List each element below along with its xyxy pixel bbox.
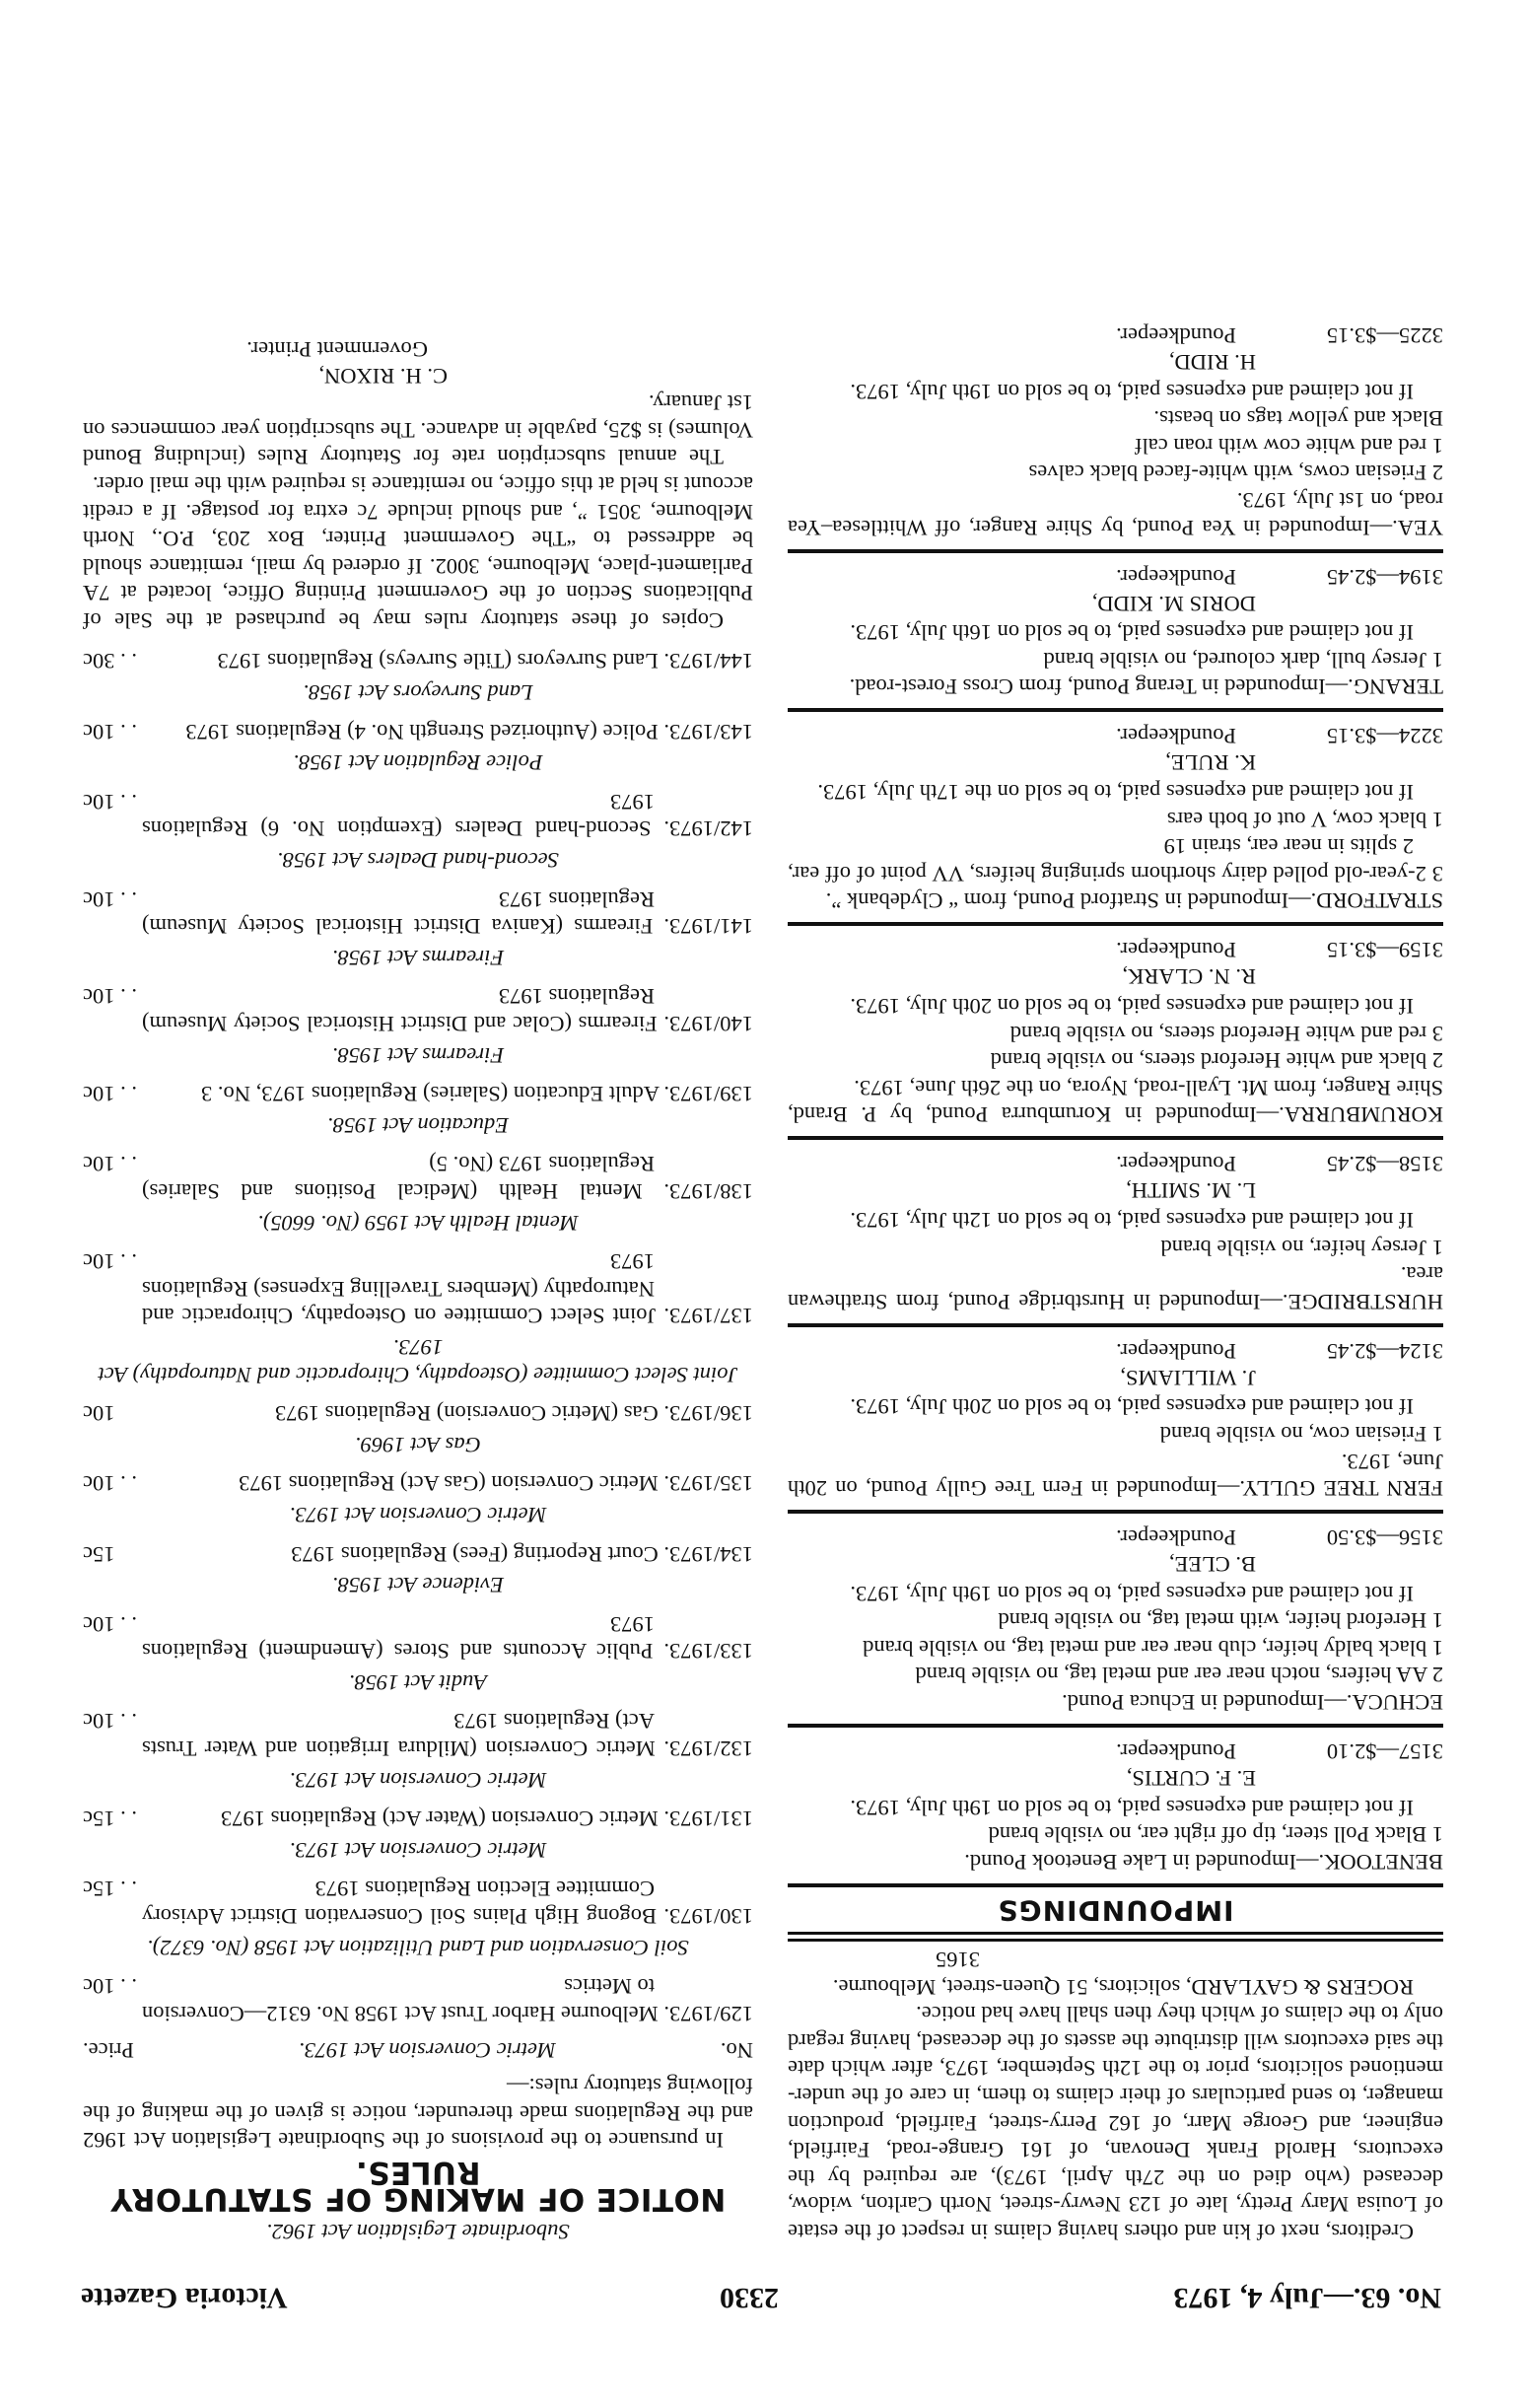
rule-title: Joint Select Committee on Osteopathy, Chiropractic and Naturopathy (Members Travelling Expenses) Regulations 1973 <box>142 1249 657 1329</box>
impounding-entry <box>788 549 1443 701</box>
sale-notice: If not claimed and expenses paid, to be sold on 20th July, 1973. <box>850 1394 1414 1420</box>
rule-price: . . 10c <box>83 1249 137 1275</box>
rule-line <box>83 1610 753 1664</box>
rule-line <box>83 718 753 745</box>
column-act: Metric Conversion Act 1973. <box>298 2038 556 2064</box>
poundkeeper-name: L. M. SMITH, <box>1126 1178 1256 1204</box>
rule-line <box>83 1151 753 1205</box>
poundkeeper-role: Poundkeeper. <box>1116 1739 1236 1765</box>
enabling-act: Evidence Act 1958. <box>332 1573 504 1598</box>
impounding-heading: HURSTBRIDGE.—Impounded in Hurstbridge Pound, from Strathewan area. <box>788 1262 1443 1314</box>
enabling-act: Gas Act 1969. <box>355 1432 481 1457</box>
rule-number: 141/1973. <box>663 914 753 940</box>
divider <box>788 1323 1443 1327</box>
impounding-entry <box>788 708 1443 914</box>
rule-line <box>83 788 753 842</box>
enabling-act: Firearms Act 1958. <box>331 945 505 970</box>
rule-number: 134/1973. <box>663 1541 753 1567</box>
signatory-role: Government Printer. <box>246 336 428 362</box>
rule-line <box>83 1470 753 1498</box>
act-heading: Subordinate Legislation Act 1962. <box>266 2220 570 2244</box>
statutory-rule-entry <box>83 1081 753 1139</box>
rule-price: 15c <box>83 1541 115 1567</box>
poundkeeper-name: K. RULE, <box>1165 750 1256 776</box>
signature-block <box>83 332 753 390</box>
column-price: Price. <box>83 2038 134 2064</box>
rule-line <box>83 1400 753 1428</box>
enabling-act: Second-hand Dealers Act 1958. <box>277 848 559 874</box>
solicitors-ref: 3165 <box>936 1948 980 1973</box>
rule-price: . . 10c <box>83 1152 137 1177</box>
rule-title: Metric Conversion (Mildura Irrigation and Water Trusts Act) Regulations 1973 <box>141 1709 656 1762</box>
rule-number: 139/1973. <box>663 1082 753 1107</box>
poundkeeper-name: J. WILLIAMS, <box>1120 1365 1256 1390</box>
divider <box>788 1136 1443 1140</box>
statutory-rule-entry <box>83 983 753 1069</box>
impounded-animal: 2 Friesian cows, with white-faced black calves <box>1028 460 1443 486</box>
statutory-rule-entry <box>83 1876 753 1961</box>
rule-title: Public Accounts and Stores (Amendment) Regulations 1973 <box>142 1611 655 1664</box>
notice-reference: 3224—$3.15 <box>1326 724 1443 749</box>
notice-reference: 3225—$3.15 <box>1326 323 1443 349</box>
rule-price: 10c <box>83 1401 115 1427</box>
rule-number: 144/1973. <box>663 649 753 674</box>
rule-line <box>83 1540 753 1568</box>
rule-number: 138/1973. <box>663 1179 753 1204</box>
impounded-animal: 2 AA heifers, notch near ear and metal tag, no visible brand <box>915 1663 1443 1688</box>
left-column <box>788 321 1443 2245</box>
creditors-notice: Creditors, next of kin and others having claims in respect of the estate of Louisa Mary Pretty, late of 123 Newry-street, North Carlton, widow, deceased (who died on the 27th April, 1973), are required by the executors, Harold Frank Denovan, of 161 Grange-road, Fairfield, engineer, and George Marr, of 162 Perry-street, Fairfield, production manager, to send particulars of their claims to them, in care of the under-mentioned solicitors, prior to the 12th September, 1973, after which date the said executors will distribute the assets of the deceased, having regard only to the claims of which they then shall have had notice. <box>788 2002 1443 2244</box>
rule-line <box>83 648 753 675</box>
impounded-animal: 1 Hereford heifer, with metal tag, no visible brand <box>998 1608 1443 1634</box>
rule-line <box>83 1708 753 1762</box>
divider <box>788 1883 1443 1887</box>
rule-line <box>83 1806 753 1833</box>
enabling-act: Firearms Act 1958. <box>331 1042 505 1068</box>
poundkeeper-signature <box>788 1150 1443 1204</box>
page-number: 2330 <box>720 2282 779 2314</box>
poundkeeper-name: H. RIDD, <box>1168 350 1256 376</box>
divider <box>788 549 1443 553</box>
impounded-animal: 1 Friesian cow, no visible brand <box>1159 1421 1443 1447</box>
rule-number: 142/1973. <box>663 816 753 842</box>
statutory-rule-entry <box>83 1400 753 1458</box>
impoundings-list <box>788 321 1443 1876</box>
issue-date: No. 63.—July 4, 1973 <box>1173 2282 1441 2314</box>
sale-notice: If not claimed and expenses paid, to be sold on 19th July, 1973. <box>850 1581 1414 1606</box>
rule-price: . . 10c <box>83 1471 137 1497</box>
rule-line <box>83 1973 753 2027</box>
rule-price: . . 10c <box>83 1974 137 2000</box>
impounding-entry <box>788 1510 1443 1716</box>
divider <box>788 1939 1443 1942</box>
impounding-heading: STRATFORD.—Impounded in Stratford Pound, from “ Clydebank ”. <box>825 888 1443 914</box>
rule-price: . . 10c <box>83 789 137 814</box>
poundkeeper-role: Poundkeeper. <box>1116 323 1236 349</box>
poundkeeper-signature <box>788 321 1443 376</box>
impounding-entry <box>788 922 1443 1128</box>
poundkeeper-role: Poundkeeper. <box>1116 938 1236 963</box>
rule-number: 130/1973. <box>663 1904 753 1930</box>
rule-number: 133/1973. <box>663 1639 753 1664</box>
rule-title: Firearms (Colac and District Historical Society Museum) Regulations 1973 <box>141 984 658 1037</box>
rule-title: Bogong High Plains Soil Conservation District Advisory Committee Election Regulations 1973 <box>142 1877 657 1930</box>
rules-list <box>83 648 753 2027</box>
statutory-rule-entry <box>83 1973 753 2027</box>
rule-number: 132/1973. <box>663 1736 753 1762</box>
impounding-entry <box>788 1323 1443 1502</box>
statutory-rule-entry <box>83 788 753 874</box>
divider <box>788 1724 1443 1728</box>
page-header <box>81 2275 1441 2314</box>
poundkeeper-name: E. F. CURTIS, <box>1126 1766 1256 1792</box>
divider <box>788 1510 1443 1514</box>
rule-line <box>83 1876 753 1930</box>
statutory-rule-entry <box>83 885 753 971</box>
rule-line <box>83 983 753 1037</box>
rule-price: . . 15c <box>83 1877 137 1902</box>
enabling-act: Police Regulation Act 1958. <box>293 750 543 776</box>
notice-reference: 3124—$2.45 <box>1326 1338 1443 1364</box>
statutory-rule-entry <box>83 1248 753 1388</box>
enabling-act: Metric Conversion Act 1973. <box>289 1502 547 1527</box>
rule-number: 129/1973. <box>663 2001 753 2026</box>
notice-reference: 3157—$2.10 <box>1326 1739 1443 1765</box>
poundkeeper-signature <box>788 1337 1443 1391</box>
rule-price: . . 10c <box>83 1709 137 1735</box>
rule-price: . . 30c <box>83 649 137 674</box>
notice-reference: 3158—$2.45 <box>1326 1152 1443 1177</box>
impounded-animal: 1 Black Poll steer, tip off right ear, no visible brand <box>988 1822 1443 1848</box>
statutory-rule-entry <box>83 648 753 706</box>
statutory-rule-entry <box>83 718 753 776</box>
enabling-act: Joint Select Committee (Osteopathy, Chiropractic and Naturopathy) Act 1973. <box>98 1334 738 1387</box>
rule-price: . . 15c <box>83 1806 137 1832</box>
rule-price: . . 10c <box>83 1611 137 1637</box>
rule-number: 136/1973. <box>663 1401 753 1427</box>
impounded-animal: 1 red and white cow with roan calf <box>1134 433 1443 459</box>
rule-title: Gas (Metric Conversion) Regulations 1973 <box>275 1401 659 1427</box>
sale-notice: If not claimed and expenses paid, to be sold on 20th July, 1973. <box>850 994 1414 1019</box>
right-column <box>83 332 753 2245</box>
enabling-act: Metric Conversion Act 1973. <box>289 1837 547 1863</box>
impounding-heading: TERANG.—Impounded in Terang Pound, from Cross Forest-road. <box>849 674 1443 700</box>
poundkeeper-name: DORIS M. KIDD, <box>1091 591 1256 616</box>
rule-number: 131/1973. <box>663 1806 753 1832</box>
poundkeeper-signature <box>788 936 1443 990</box>
sale-notice: If not claimed and expenses paid, to be sold on 19th July, 1973. <box>850 379 1414 404</box>
rule-title: Court Reporting (Fees) Regulations 1973 <box>291 1541 659 1567</box>
copies-notice: Copies of these statutory rules may be purchased at the Sale of Publications Section of the Government Printing Office, located at 7A Parliament-place, Melbourne, 3002. If ordered by mail, remittance should be addressed to “The Government Printer, Box 203, P.O., North Melbourne, 3051 ”, and should include 7c extra for postage. If a credit account is held at this office, no remittance is required with the mail order. <box>83 471 753 633</box>
notice-reference: 3159—$3.15 <box>1326 938 1443 963</box>
sale-notice: If not claimed and expenses paid, to be sold on the 17th July, 1973. <box>817 780 1414 806</box>
divider <box>788 708 1443 712</box>
rule-title: Police (Authorized Strength No. 4) Regulations 1973 <box>185 719 659 744</box>
enabling-act: Land Surveyors Act 1958. <box>303 680 533 706</box>
rule-number: 140/1973. <box>663 1012 753 1037</box>
poundkeeper-role: Poundkeeper. <box>1116 564 1236 590</box>
poundkeeper-signature <box>788 1737 1443 1792</box>
enabling-act: Mental Health Act 1959 (No. 6605). <box>257 1210 579 1236</box>
poundkeeper-role: Poundkeeper. <box>1116 724 1236 749</box>
divider <box>788 922 1443 926</box>
impoundings-title: IMPOUNDINGS <box>997 1894 1234 1928</box>
impounded-animal: Black and yellow tags on beasts. <box>1153 406 1443 432</box>
column-no: No. <box>720 2038 753 2064</box>
rule-number: 135/1973. <box>663 1471 753 1497</box>
enabling-act: Metric Conversion Act 1973. <box>289 1767 547 1793</box>
impounding-entry <box>788 1724 1443 1876</box>
impounding-heading: FERN TREE GULLY.—Impounded in Fern Tree Gully Pound, on 20th June, 1973. <box>788 1449 1443 1502</box>
poundkeeper-role: Poundkeeper. <box>1116 1338 1236 1364</box>
impounded-animal: 1 Jersey bull, dark coloured, no visible brand <box>1043 647 1443 673</box>
sale-notice: If not claimed and expenses paid, to be sold on 12th July, 1973. <box>850 1207 1414 1233</box>
rule-title: Firearms (Kaniva District Historical Society Museum) Regulations 1973 <box>142 886 655 940</box>
rule-price: . . 10c <box>83 984 137 1010</box>
enabling-act: Soil Conservation and Land Utilization Act 1958 (No. 6372). <box>147 1935 689 1960</box>
statutory-rule-entry <box>83 1151 753 1237</box>
impounding-entry <box>788 1136 1443 1314</box>
rule-line <box>83 885 753 940</box>
impounding-heading: BENETOOK.—Impounded in Lake Benetook Pound. <box>964 1849 1443 1875</box>
impounded-animal: 1 black cow, V out of both ears <box>1166 807 1443 832</box>
enabling-act: Education Act 1958. <box>327 1112 509 1138</box>
rule-number: 137/1973. <box>663 1304 753 1329</box>
impounded-animal: 3 red and white Hereford steers, no visible brand <box>1009 1021 1443 1046</box>
poundkeeper-signature <box>788 563 1443 617</box>
rule-title: Metric Conversion (Gas Act) Regulations 1973 <box>239 1471 659 1497</box>
rule-title: Metric Conversion (Water Act) Regulations 1973 <box>221 1806 659 1832</box>
notice-intro: In pursuance to the provisions of the Subordinate Legislation Act 1962 and the Regulations made thereunder, notice is given of the making of the following statutory rules:— <box>83 2074 753 2154</box>
poundkeeper-name: B. CLEE, <box>1168 1552 1256 1578</box>
statutory-rule-entry <box>83 1708 753 1794</box>
impounded-animal: 3 2-year-old polled dairy shorthorn springing heifers, VV point of off ear, 2 splits in near ear, strain 19 <box>788 834 1443 886</box>
statutory-rule-entry <box>83 1470 753 1528</box>
impounding-heading: KORUMBURRA.—Impounded in Korumburra Pound, by P. Brand, Shire Ranger, from Mt. Lyall-road, Nyora, on the 26th June, 1973. <box>788 1075 1443 1128</box>
statutory-rule-entry <box>83 1806 753 1864</box>
rule-title: Second-hand Dealers (Exemption No. 6) Regulations 1973 <box>142 789 655 842</box>
rule-line <box>83 1081 753 1108</box>
subscription-notice: The annual subscription rate for Statutory Rules (including Bound Volumes) is $25, payable in advance. The subscription year commences on 1st January. <box>83 390 753 470</box>
poundkeeper-signature <box>788 1523 1443 1578</box>
impounded-animal: 1 Jersey heifer, no visible brand <box>1160 1235 1443 1260</box>
sale-notice: If not claimed and expenses paid, to be sold on 19th July, 1973. <box>850 1795 1414 1820</box>
rule-title: Adult Education (Salaries) Regulations 1973, No. 3 <box>201 1082 660 1107</box>
notice-reference: 3194—$2.45 <box>1326 564 1443 590</box>
rule-title: Land Surveyors (Title Surveys) Regulations 1973 <box>217 649 659 674</box>
statutory-rule-entry <box>83 1540 753 1598</box>
rule-price: . . 10c <box>83 886 137 912</box>
impounded-animal: 2 black and white Hereford steers, no visible brand <box>990 1048 1443 1074</box>
impounding-entry <box>788 321 1443 541</box>
divider <box>788 1932 1443 1935</box>
rule-number: 143/1973. <box>663 719 753 744</box>
rule-price: . . 10c <box>83 719 137 744</box>
enabling-act: Audit Act 1958. <box>348 1669 488 1695</box>
rule-line <box>83 1248 753 1330</box>
rule-title: Mental Health (Medical Positions and Salaries) Regulations 1973 (No. 5) <box>141 1152 655 1204</box>
notice-title: NOTICE OF MAKING OF STATUTORY RULES. <box>109 2154 727 2218</box>
signatory-name: C. H. RIXON, <box>318 363 448 389</box>
rule-price: . . 10c <box>83 1082 137 1107</box>
poundkeeper-signature <box>788 722 1443 776</box>
notice-reference: 3156—$3.50 <box>1326 1525 1443 1551</box>
impounding-heading: YEA.—Impounded in Yea Pound, by Shire Ranger, off Whittlesea–Yea road, on 1st July, 1973. <box>788 488 1443 540</box>
sale-notice: If not claimed and expenses paid, to be sold on 16th July, 1973. <box>850 620 1414 646</box>
rule-title: Melbourne Harbor Trust Act 1958 No. 6312—Conversion to Metrics <box>142 1974 659 2026</box>
rules-table-header <box>83 2037 753 2065</box>
poundkeeper-role: Poundkeeper. <box>1116 1152 1236 1177</box>
impounding-heading: ECHUCA.—Impounded in Echuca Pound. <box>1062 1690 1443 1716</box>
poundkeeper-role: Poundkeeper. <box>1116 1525 1236 1551</box>
publication-title: Victoria Gazette <box>81 2282 288 2314</box>
poundkeeper-name: R. N. CLARK, <box>1122 964 1256 990</box>
solicitors-line: ROGERS & GAYLARD, solicitors, 51 Queen-street, Melbourne. <box>832 1974 1414 2000</box>
statutory-rule-entry <box>83 1610 753 1696</box>
impounded-animal: 1 black baldy heifer, club near ear and metal tag, no visible brand <box>863 1635 1443 1661</box>
